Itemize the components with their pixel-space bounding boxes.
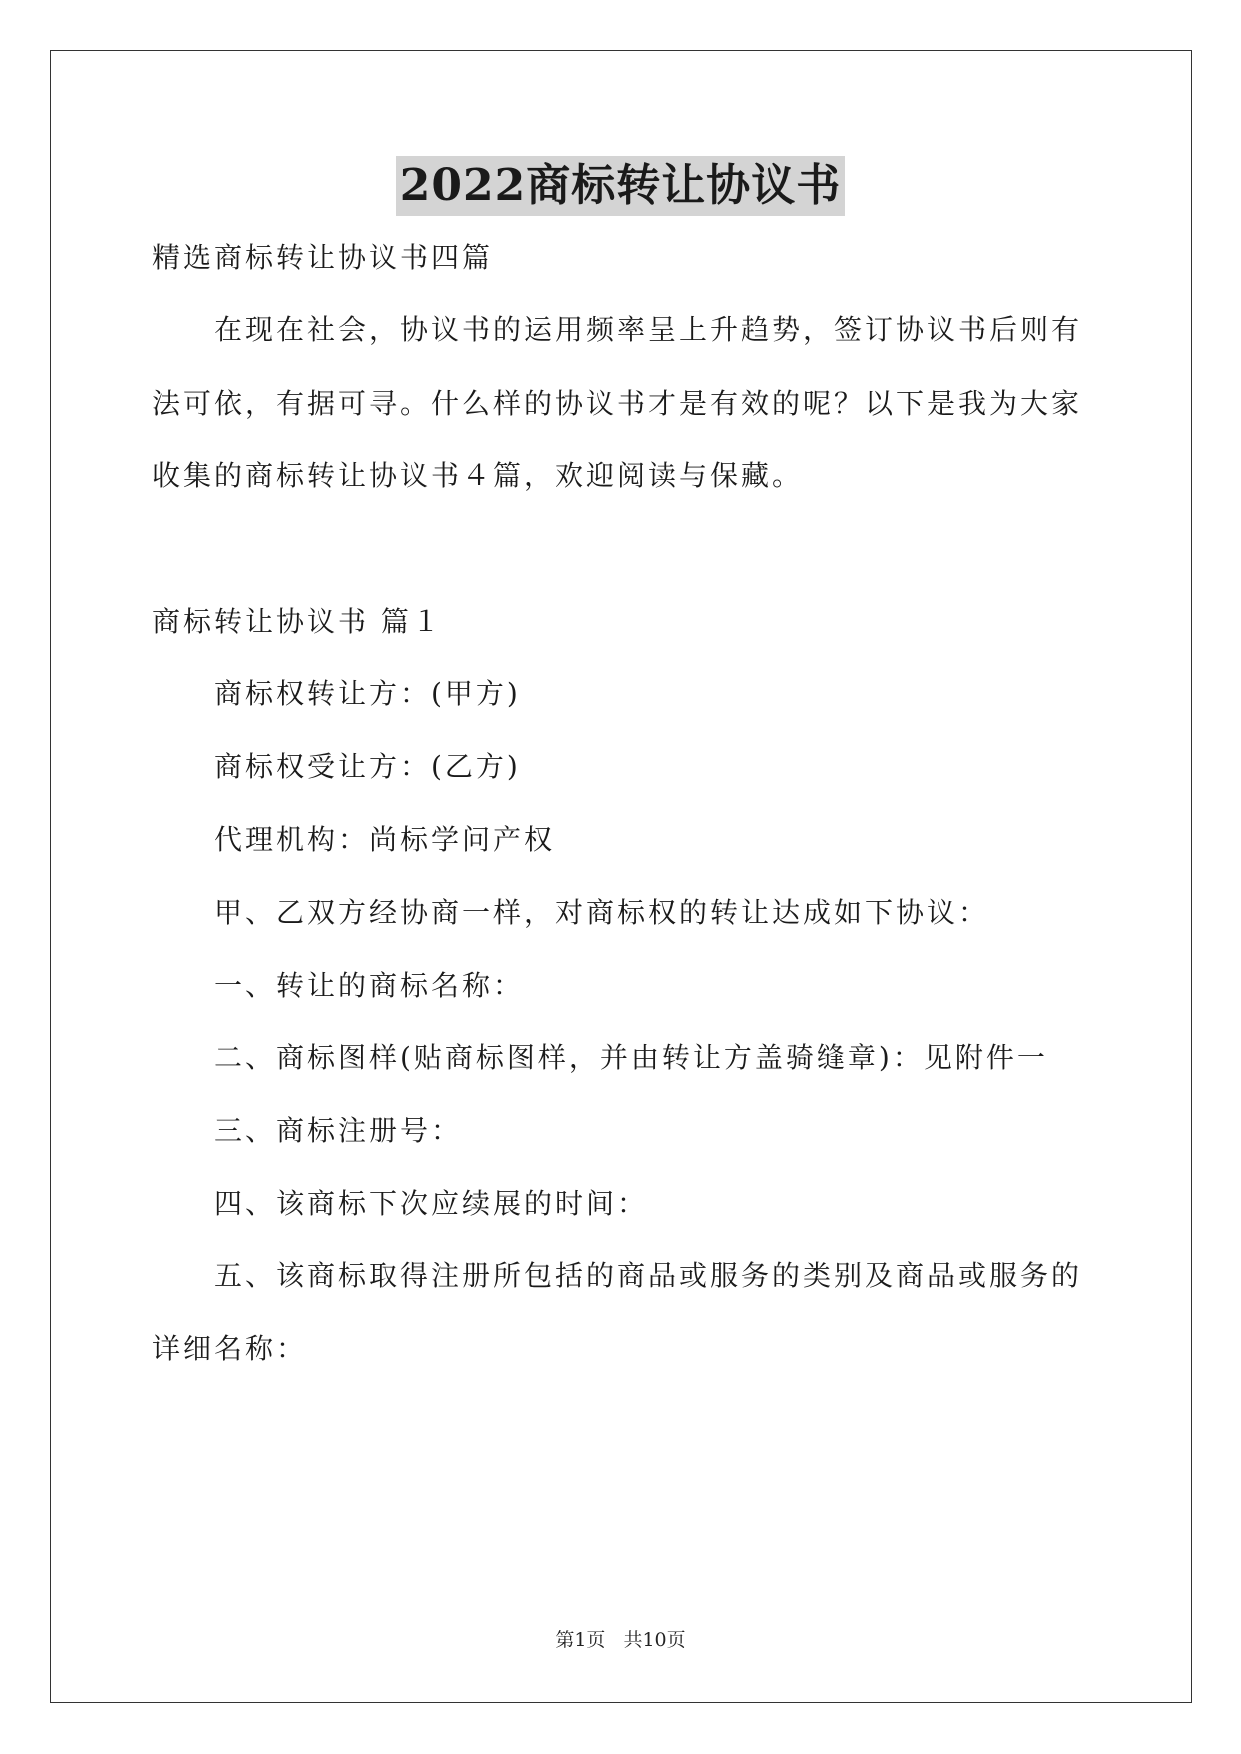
page-border <box>50 50 1192 1703</box>
body-line: 商标权转让方：(甲方) <box>214 677 521 710</box>
document-title: 2022商标转让协议书 <box>396 156 845 216</box>
page-footer <box>0 1627 1241 1653</box>
body-line: 一、转让的商标名称： <box>214 969 525 1002</box>
intro-line: 法可依，有据可寻。什么样的协议书才是有效的呢？以下是我为大家 <box>152 387 1083 420</box>
subtitle: 精选商标转让协议书四篇 <box>152 241 494 274</box>
body-line: 商标权受让方：(乙方) <box>214 750 521 783</box>
body-line: 四、该商标下次应续展的时间： <box>214 1187 649 1220</box>
body-line: 二、商标图样(贴商标图样，并由转让方盖骑缝章)：见附件一 <box>214 1041 1048 1074</box>
section-heading: 商标转让协议书 篇１ <box>152 605 443 638</box>
body-line: 三、商标注册号： <box>214 1114 463 1147</box>
body-line: 代理机构：尚标学问产权 <box>214 823 556 856</box>
intro-line: 收集的商标转让协议书４篇，欢迎阅读与保藏。 <box>152 459 804 492</box>
body-line: 甲、乙双方经协商一样，对商标权的转让达成如下协议： <box>214 896 990 929</box>
body-line: 五、该商标取得注册所包括的商品或服务的类别及商品或服务的 <box>214 1259 1083 1292</box>
title-wrap <box>0 156 1241 216</box>
page-total: 共10页 <box>623 1629 686 1651</box>
page-number: 第1页 <box>555 1629 606 1651</box>
intro-line: 在现在社会，协议书的运用频率呈上升趋势，签订协议书后则有 <box>214 313 1083 346</box>
body-line: 详细名称： <box>152 1332 308 1365</box>
